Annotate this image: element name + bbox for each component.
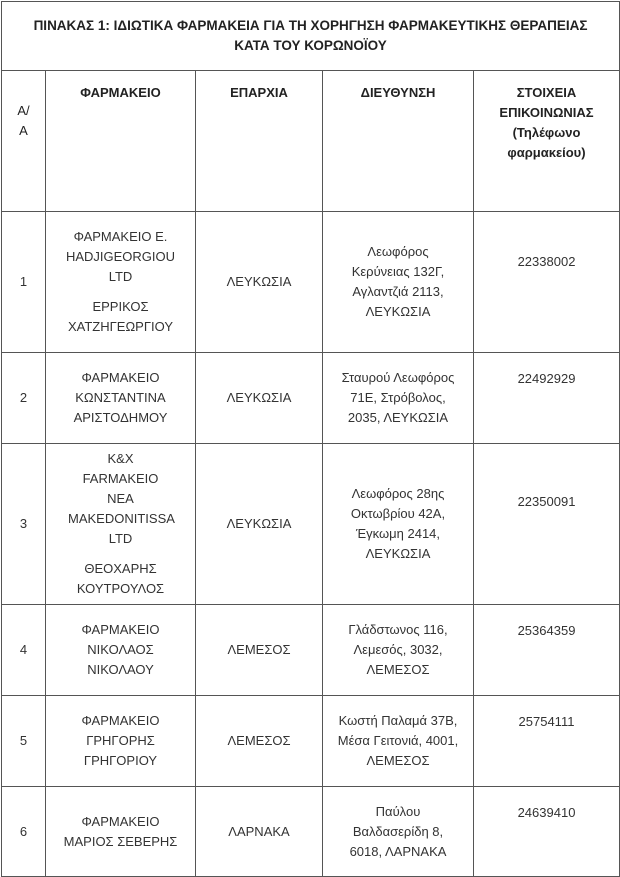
header-contact-line4: φαρμακείου) <box>507 145 586 160</box>
row-phone: 22338002 <box>474 212 620 353</box>
row-district: ΛΕΥΚΩΣΙΑ <box>196 212 323 353</box>
table-row <box>2 787 620 877</box>
table-row <box>2 696 620 787</box>
row-district: ΛΕΥΚΩΣΙΑ <box>196 444 323 605</box>
row-index: 4 <box>2 605 46 696</box>
row-pharmacy <box>46 353 196 444</box>
header-contact <box>474 71 620 212</box>
pharmacist-name: ΕΡΡΙΚΟΣ ΧΑΤΖΗΓΕΩΡΓΙΟΥ <box>67 299 173 334</box>
header-address: ΔΙΕΥΘΥΝΣΗ <box>323 71 474 212</box>
title-row <box>2 2 620 71</box>
table-title: ΠΙΝΑΚΑΣ 1: ΙΔΙΩΤΙΚΑ ΦΑΡΜΑΚΕΙΑ ΓΙΑ ΤΗ ΧΟΡΗΓΗΣΗ ΦΑΡΜΑΚΕΥΤΙΚΗΣ ΘΕΡΑΠΕΙΑΣ ΚΑΤΑ ΤΟΥ ΚΟΡΩΝΟΪΟΥ <box>2 2 620 71</box>
row-district: ΛΕΜΕΣΟΣ <box>196 696 323 787</box>
table-row <box>2 444 620 605</box>
table-row <box>2 212 620 353</box>
header-row <box>2 71 620 212</box>
pharmacy-name: ΦΑΡΜΑΚΕΙΟ ΝΙΚΟΛΑΟΣ ΝΙΚΟΛΑΟΥ <box>81 622 160 677</box>
pharmacy-name: ΦΑΡΜΑΚΕΙΟ ΓΡΗΓΟΡΗΣ ΓΡΗΓΟΡΙΟΥ <box>81 713 160 768</box>
table-row <box>2 605 620 696</box>
row-index: 2 <box>2 353 46 444</box>
pharmacy-name: ΦΑΡΜΑΚΕΙΟ ΚΩΝΣΤΑΝΤΙΝΑ ΑΡΙΣΤΟΔΗΜΟΥ <box>73 370 168 425</box>
row-index: 1 <box>2 212 46 353</box>
row-phone: 22492929 <box>474 353 620 444</box>
header-contact-line3: (Τηλέφωνο <box>512 125 581 140</box>
row-phone: 25364359 <box>474 605 620 696</box>
row-phone: 25754111 <box>474 696 620 787</box>
row-pharmacy <box>46 212 196 353</box>
header-contact-line1: ΣΤΟΙΧΕΙΑ <box>516 85 577 100</box>
row-district: ΛΑΡΝΑΚΑ <box>196 787 323 877</box>
row-district: ΛΕΥΚΩΣΙΑ <box>196 353 323 444</box>
pharmacies-table <box>1 1 620 877</box>
pharmacist-name: ΘΕΟΧΑΡΗΣ ΚΟΥΤΡΟΥΛΟΣ <box>76 561 165 596</box>
header-contact-line2: ΕΠΙΚΟΙΝΩΝΙΑΣ <box>499 105 594 120</box>
header-index <box>2 71 46 212</box>
header-pharmacy: ΦΑΡΜΑΚΕΙΟ <box>46 71 196 212</box>
table-row <box>2 353 620 444</box>
row-address: Λεωφόρος Κερύνειας 132Γ, Αγλαντζιά 2113, ΛΕΥΚΩΣΙΑ <box>323 212 474 353</box>
row-pharmacy <box>46 444 196 605</box>
row-address: Παύλου Βαλδασερίδη 8, 6018, ΛΑΡΝΑΚΑ <box>323 787 474 877</box>
pharmacy-name: ΦΑΡΜΑΚΕΙΟ ΜΑΡΙΟΣ ΣΕΒΕΡΗΣ <box>63 813 178 849</box>
pharmacy-name: K&X FARMAKEIO NEA MAKEDONITISSA LTD <box>68 451 175 546</box>
header-index-line1: Α/ <box>17 103 30 118</box>
row-address: Γλάδστωνος 116, Λεμεσός, 3032, ΛΕΜΕΣΟΣ <box>323 605 474 696</box>
row-index: 3 <box>2 444 46 605</box>
row-index: 6 <box>2 787 46 877</box>
pharmacy-name: ΦΑΡΜΑΚΕΙΟ Ε. HADJIGEORGIOU LTD <box>65 229 176 284</box>
row-pharmacy <box>46 787 196 877</box>
row-phone: 22350091 <box>474 444 620 605</box>
header-district: ΕΠΑΡΧΙΑ <box>196 71 323 212</box>
row-pharmacy <box>46 605 196 696</box>
row-district: ΛΕΜΕΣΟΣ <box>196 605 323 696</box>
row-phone: 24639410 <box>474 787 620 877</box>
row-address: Κωστή Παλαμά 37Β, Μέσα Γειτονιά, 4001, ΛΕΜΕΣΟΣ <box>323 696 474 787</box>
row-address: Λεωφόρος 28ης Οκτωβρίου 42Α, Έγκωμη 2414, ΛΕΥΚΩΣΙΑ <box>323 444 474 605</box>
row-address: Σταυρού Λεωφόρος 71Ε, Στρόβολος, 2035, ΛΕΥΚΩΣΙΑ <box>323 353 474 444</box>
header-index-line2: Α <box>19 123 28 138</box>
row-index: 5 <box>2 696 46 787</box>
row-pharmacy <box>46 696 196 787</box>
